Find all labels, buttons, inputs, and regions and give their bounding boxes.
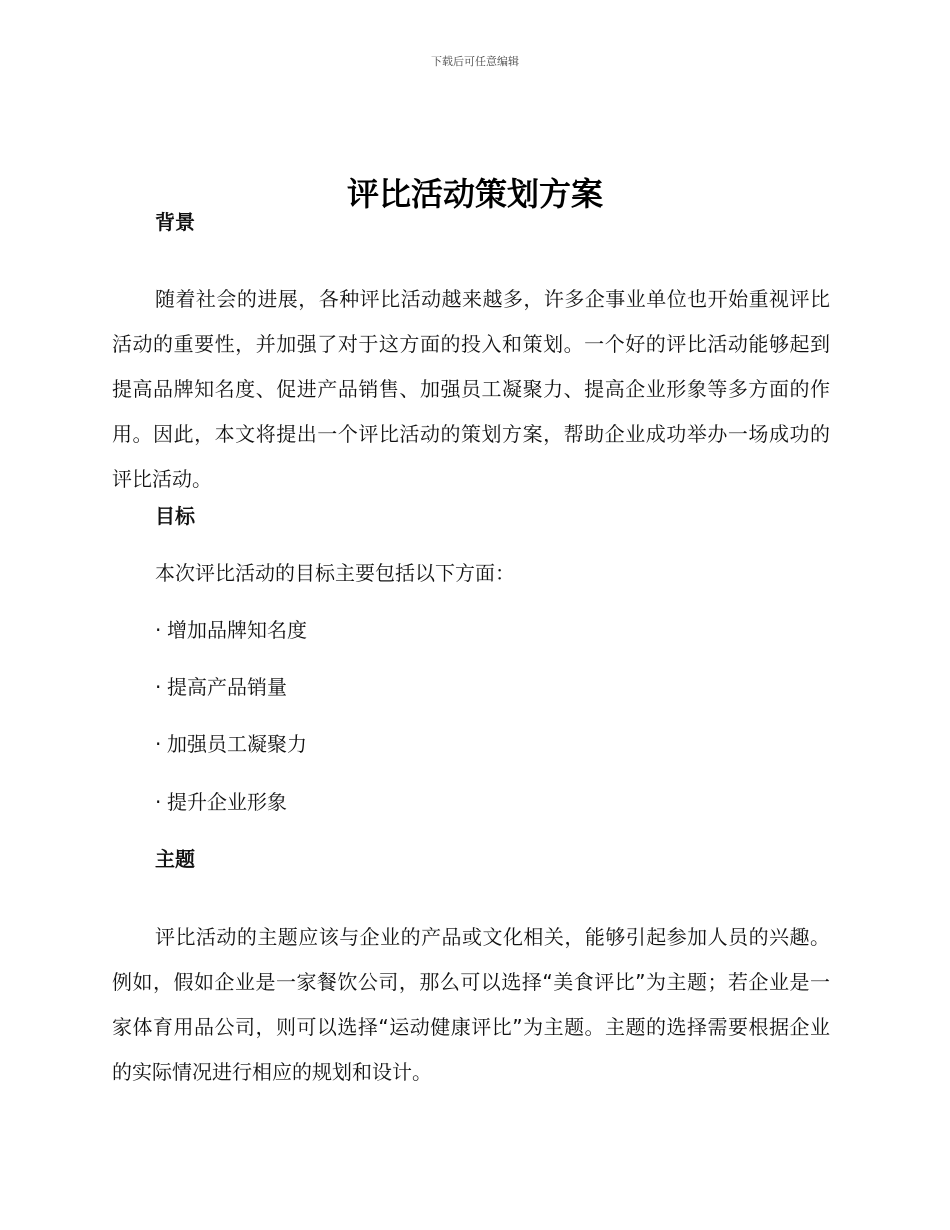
- header-note: 下载后可任意编辑: [431, 55, 519, 68]
- bullet-marker: ·: [155, 790, 162, 814]
- goal-item-text: 提高产品销量: [167, 675, 287, 699]
- goal-list-item: [155, 616, 307, 644]
- theme-paragraph: 评比活动的主题应该与企业的产品或文化相关，能够引起参加人员的兴趣。例如，假如企业是一家餐饮公司，那么可以选择“美食评比”为主题；若企业是一家体育用品公司，则可以选择“运动健康评比”为主题。主题的选择需要根据企业的实际情况进行相应的规划和设计。: [112, 925, 830, 1084]
- section-heading-theme: 主题: [155, 847, 195, 871]
- page-title: 评比活动策划方案: [346, 175, 603, 214]
- bullet-marker: ·: [155, 618, 162, 642]
- background-paragraph: 随着社会的进展，各种评比活动越来越多，许多企事业单位也开始重视评比活动的重要性，并加强了对于这方面的投入和策划。一个好的评比活动能够起到提高品牌知名度、促进产品销售、加强员工凝聚力、提高企业形象等多方面的作用。因此，本文将提出一个评比活动的策划方案，帮助企业成功举办一场成功的评比活动。: [112, 287, 830, 491]
- bullet-marker: ·: [155, 675, 162, 699]
- goal-intro: 本次评比活动的目标主要包括以下方面：: [155, 561, 515, 585]
- goal-item-text: 加强员工凝聚力: [167, 732, 307, 756]
- bullet-marker: ·: [155, 732, 162, 756]
- goal-list-item: [155, 730, 307, 758]
- section-heading-goal: 目标: [155, 504, 195, 528]
- goal-item-text: 提升企业形象: [167, 790, 287, 814]
- goal-item-text: 增加品牌知名度: [167, 618, 307, 642]
- goal-list-item: [155, 673, 287, 701]
- section-heading-background: 背景: [155, 210, 195, 234]
- goal-list-item: [155, 788, 287, 816]
